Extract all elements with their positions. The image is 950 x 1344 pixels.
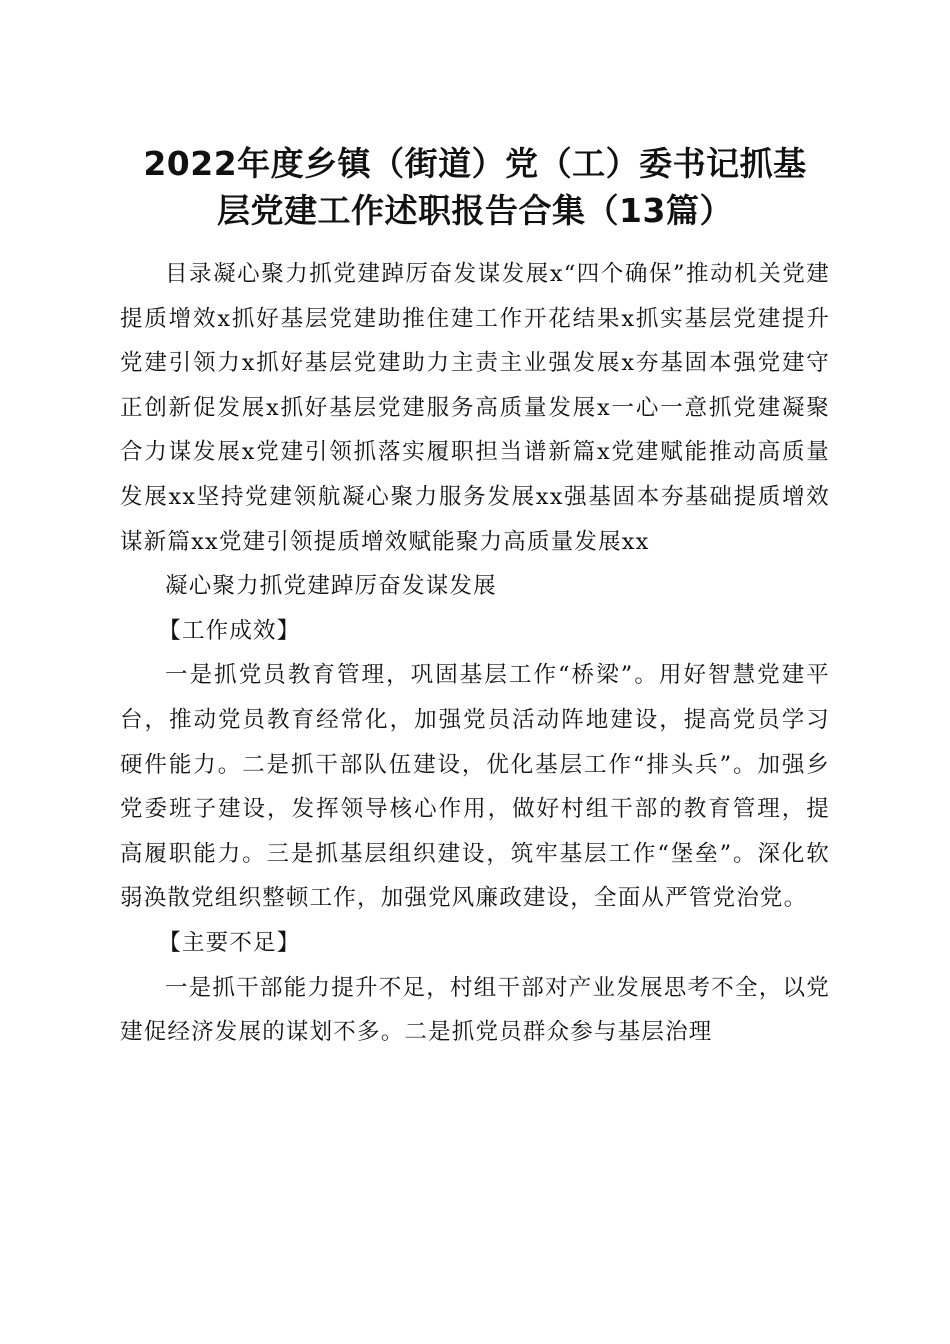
achievements-paragraph: 一是抓党员教育管理，巩固基层工作“桥梁”。用好智慧党建平台，推动党员教育经常化，加强党员活动阵地建设，提高党员学习硬件能力。二是抓干部队伍建设，优化基层工作“排头兵”。加强乡党委班子建设，发挥领导核心作用，做好村组干部的教育管理，提高履职能力。三是抓基层组织建设，筑牢基层工作“堡垒”。深化软弱涣散党组织整顿工作，加强党风廉政建设，全面从严管党治党。 (120, 662, 830, 912)
title-line-1: 2022年度乡镇（街道）党（工）委书记抓基 (143, 144, 807, 183)
document-body (120, 252, 830, 1055)
toc-paragraph: 目录凝心聚力抓党建踔厉奋发谋发展x“四个确保”推动机关党建提质增效x抓好基层党建助推住建工作开花结果x抓实基层党建提升党建引领力x抓好基层党建助力主责主业强发展x夯基固本强党建守正创新促发展x抓好基层党建服务高质量发展x一心一意抓党建凝聚合力谋发展x党建引领抓落实履职担当谱新篇x党建赋能推动高质量发展xx坚持党建领航凝心聚力服务发展xx强基固本夯基础提质增效谋新篇xx党建引领提质增效赋能聚力高质量发展xx (120, 261, 830, 555)
section-title: 凝心聚力抓党建踔厉奋发谋发展 (165, 573, 497, 600)
title-line-2: 层党建工作述职报告合集（13篇） (217, 191, 733, 230)
heading-achievements: 【工作成效】 (158, 617, 301, 644)
document-title (120, 140, 830, 234)
heading-shortcomings: 【主要不足】 (158, 929, 301, 956)
shortcomings-paragraph: 一是抓干部能力提升不足，村组干部对产业发展思考不全，以党建促经济发展的谋划不多。二是抓党员群众参与基层治理 (120, 974, 830, 1046)
